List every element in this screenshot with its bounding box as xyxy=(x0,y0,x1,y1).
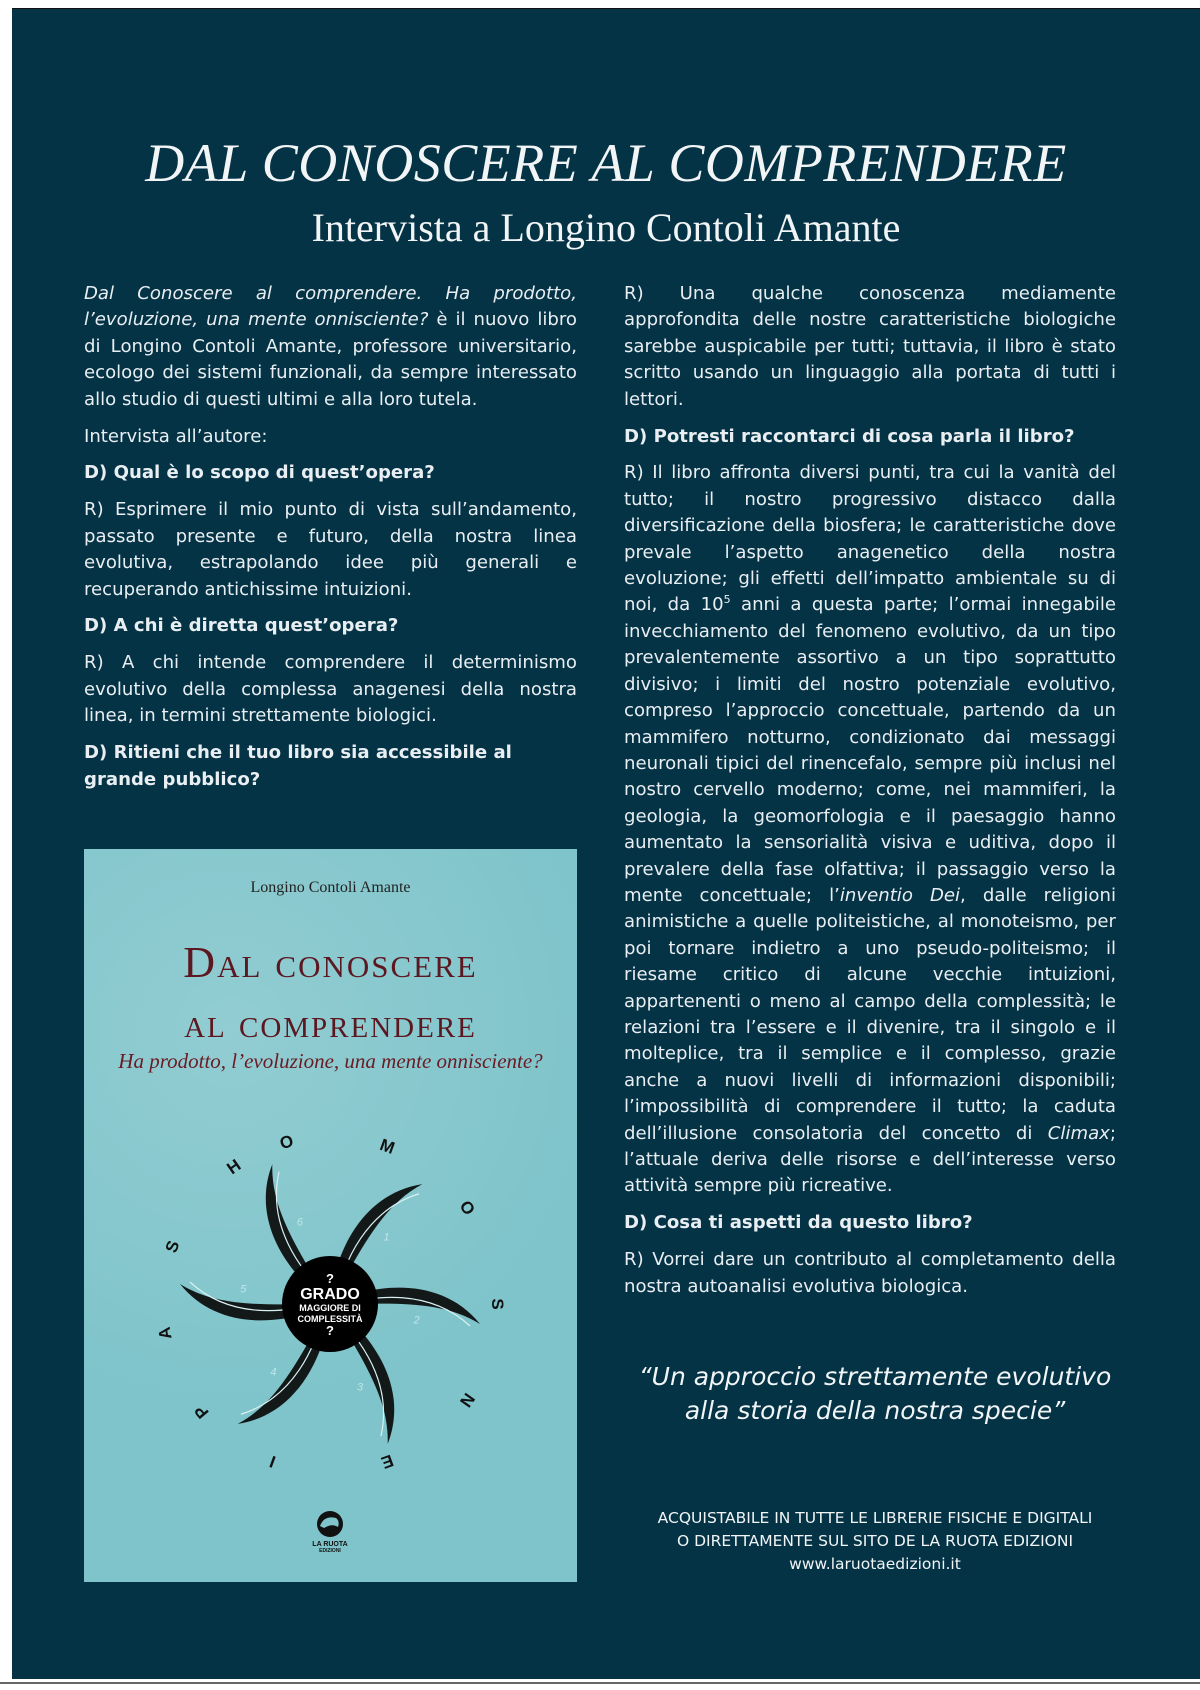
blade-number: 3 xyxy=(357,1381,364,1394)
center-line3: COMPLESSITÀ xyxy=(297,1314,363,1324)
wheel-icon xyxy=(310,1509,350,1541)
question-3: D) Ritieni che il tuo libro sia accessibile al grande pubblico? xyxy=(84,742,512,790)
answer-4-part-3: , dalle religioni animistiche a quelle politeistiche, al monoteismo, per poi tornare indietro a uno pseudo-politeismo; il riesame critico di alcune vecchie intuizioni, appartenenti o meno al campo della complessità; le relazioni tra l’essere e il divenire, tra il singolo e il molteplice, tra il semplice e il complesso, grazie anche a nuovi livelli di informazioni disponibili; l’impossibilità di comprendere il tutto; la caduta dell’illusione consolatoria del concetto di xyxy=(624,884,1116,1144)
ring-letter: I xyxy=(267,1451,279,1472)
ring-letter: O xyxy=(455,1197,479,1219)
answer-3: R) Una qualche conoscenza mediamente approfondita delle nostre caratteristiche biologiche sarebbe auspicabile per tutti; tuttavia, il libro è stato scritto usando un linguaggio alla portata di tutti i lettori. xyxy=(624,283,1116,410)
website-link[interactable]: www.laruotaedizioni.it xyxy=(789,1555,961,1573)
center-question-bottom: ? xyxy=(326,1323,334,1338)
ring-letter: A xyxy=(154,1325,176,1341)
ring-letter: M xyxy=(377,1135,398,1158)
center-word: GRADO xyxy=(300,1286,360,1303)
blade-number: 6 xyxy=(296,1216,303,1229)
purchase-line-2: O DIRETTAMENTE SUL SITO DE LA RUOTA EDIZIONI xyxy=(676,1532,1074,1550)
question-1: D) Qual è lo scopo di quest’opera? xyxy=(84,462,435,484)
question-4: D) Potresti raccontarci di cosa parla il libro? xyxy=(624,425,1075,447)
question-2: D) A chi è diretta quest’opera? xyxy=(84,615,399,637)
cover-subtitle: Ha prodotto, l’evoluzione, una mente onnisciente? xyxy=(118,1049,543,1073)
ring-letter: H xyxy=(223,1155,245,1179)
answer-4-part-2: anni a questa parte; l’ormai innegabile invecchiamento del fenomeno evolutivo, da un tipo prevalentemente assortivo a un tipo soprattutto divisivo; i limiti del nostro potenziale evolutivo, compreso l’approccio concettuale, partendo da un mammifero notturno, condizionato dai messaggi neuronali tipici del rinencefalo, sempre più inclusi nel nostro cervello moderno; come, nei mammiferi, la geologia, la geomorfologia e il paesaggio hanno aumentato la sensorialità visiva e uditiva, dopo il prevalere della fase olfattiva; il passaggio verso la mente concettuale; l’ xyxy=(624,594,1116,906)
publisher-name xyxy=(310,1541,350,1554)
ring-letter: S xyxy=(488,1298,507,1310)
article-title: DAL CONOSCERE AL COMPRENDERE xyxy=(145,133,1067,193)
cover-title-line2: al comprendere xyxy=(184,1000,477,1046)
interview-label: Intervista all’autore: xyxy=(84,425,268,447)
pull-quote xyxy=(600,1360,1150,1428)
exponent: 5 xyxy=(723,593,731,607)
answer-5: R) Vorrei dare un contributo al completamento della nostra autoanalisi evolutiva biologica. xyxy=(624,1249,1116,1297)
question-5: D) Cosa ti aspetti da questo libro? xyxy=(624,1212,973,1234)
purchase-line-1: ACQUISTABILE IN TUTTE LE LIBRERIE FISICHE E DIGITALI xyxy=(657,1509,1093,1527)
ring-letter: P xyxy=(190,1401,213,1423)
quote-line-1: “Un approccio strettamente evolutivo xyxy=(638,1362,1112,1391)
right-column xyxy=(624,281,1116,1311)
intro-description: è il nuovo libro di Longino Contoli Amante, professore universitario, ecologo dei sistemi funzionali, da sempre interessato allo studio di questi ultimi e alla loro tutela. xyxy=(84,309,577,410)
ring-letter: S xyxy=(161,1238,184,1256)
climax-term: Climax xyxy=(1047,1122,1110,1144)
answer-4 xyxy=(624,460,1116,1199)
spiral-artwork xyxy=(144,1099,517,1499)
cover-author: Longino Contoli Amante xyxy=(250,879,411,896)
ring-letter: O xyxy=(277,1131,296,1154)
inventio-dei: inventio Dei xyxy=(839,884,961,906)
blade-number: 1 xyxy=(383,1231,390,1244)
center-line2: MAGGIORE DI xyxy=(299,1303,361,1313)
answer-2: R) A chi intende comprendere il determinismo evolutivo della complessa anagenesi della nostra linea, in termini strettamente biologici. xyxy=(84,652,577,727)
publisher-name-sub: EDIZIONI xyxy=(319,1548,341,1554)
answer-4-part-4: ; l’attuale deriva delle risorse e dell’interesse verso attività sempre più ricreative. xyxy=(624,1122,1116,1197)
quote-line-2: alla storia della nostra specie” xyxy=(684,1396,1066,1425)
blade-number: 4 xyxy=(270,1366,277,1379)
cover-title-line1: Dal conoscere xyxy=(183,938,478,987)
bottom-divider xyxy=(0,1682,1200,1684)
intro-book-title: Dal Conoscere al comprendere. Ha prodotto, l’evoluzione, una mente onnisciente? xyxy=(84,283,577,331)
book-cover xyxy=(84,849,577,1582)
center-question-top: ? xyxy=(326,1271,334,1286)
blade-number: 2 xyxy=(413,1314,420,1327)
publisher-name-main: LA RUOTA xyxy=(312,1541,348,1548)
left-column xyxy=(84,281,577,803)
ring-letter: E xyxy=(378,1450,396,1473)
purchase-info xyxy=(600,1507,1150,1576)
blade-number: 5 xyxy=(240,1283,247,1296)
publisher-logo xyxy=(310,1509,350,1569)
article-subtitle: Intervista a Longino Contoli Amante xyxy=(311,205,901,250)
intro-paragraph xyxy=(84,281,577,413)
ring-letter: N xyxy=(455,1389,479,1411)
answer-1: R) Esprimere il mio punto di vista sull’andamento, passato presente e futuro, della nostra linea evolutiva, estrapolando idee più generali e recuperando antichissime intuizioni. xyxy=(84,499,577,600)
answer-4-part-1: R) Il libro affronta diversi punti, tra cui la vanità del tutto; il nostro progressivo distacco dalla diversificazione della biosfera; le caratteristiche dove prevale l’aspetto anagenetico della nostra evoluzione; gli effetti dell’impatto ambientale su di noi, da 10 xyxy=(624,462,1116,616)
